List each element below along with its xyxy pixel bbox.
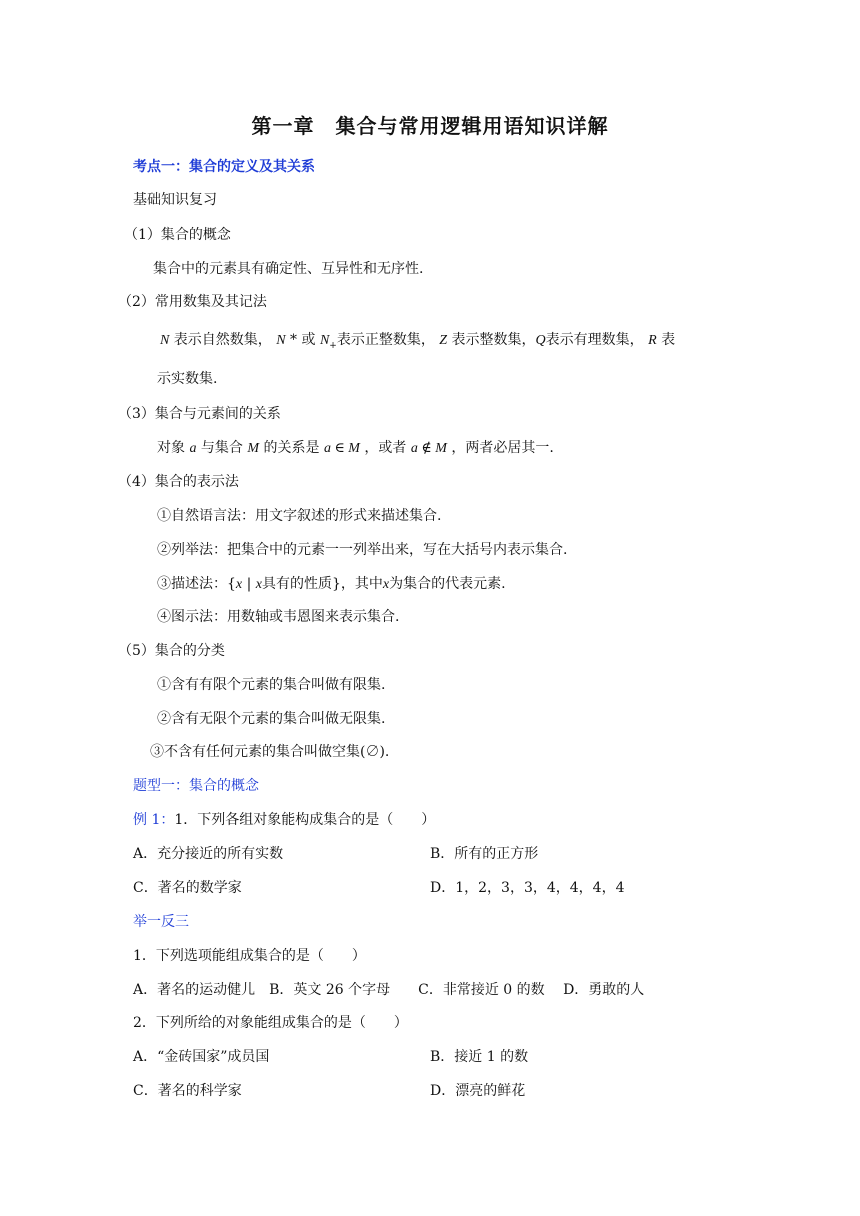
text-fragment: 表示自然数集， (173, 332, 272, 348)
section-3-heading: （3）集合与元素间的关系 (118, 406, 281, 422)
section-1-heading: （1）集合的概念 (124, 227, 231, 243)
example-1-option-c: C．著名的数学家 (133, 880, 242, 896)
practice-1-question: 1．下列选项能组成集合的是（ ） (133, 948, 366, 964)
practice-heading: 举一反三 (133, 914, 189, 930)
relation-in: a ∈ M (323, 441, 360, 456)
kaodian-heading: 考点一：集合的定义及其关系 (133, 159, 315, 175)
text-fragment: | (242, 576, 256, 592)
question-text: 1．下列各组对象能构成集合的是（ ） (174, 812, 436, 828)
symbol-N-plus: N (319, 333, 330, 348)
symbol-Q: Q (535, 333, 546, 348)
text-fragment: 为集合的代表元素. (389, 576, 506, 592)
text-fragment: 与集合 (200, 440, 243, 456)
example-1-question (133, 810, 435, 830)
page-title: 第一章 集合与常用逻辑用语知识详解 (251, 114, 609, 138)
symbol-x: x (382, 577, 390, 592)
text-fragment: 表示有理数集， (545, 332, 644, 348)
practice-2-option-c: C．著名的科学家 (133, 1083, 242, 1099)
example-1-option-d: D．1，2，3，3，4，4，4，4 (430, 880, 625, 896)
practice-2-option-a: A．“金砖国家”成员国 (133, 1049, 270, 1065)
symbol-M: M (247, 441, 260, 456)
text-fragment: ，两者必居其一. (451, 440, 554, 456)
practice-2-question: 2．下列所给的对象能组成集合的是（ ） (133, 1015, 408, 1031)
number-sets-line (160, 330, 675, 356)
practice-2-option-d: D．漂亮的鲜花 (430, 1083, 526, 1099)
plus-subscript: + (329, 340, 337, 351)
section-4-heading: （4）集合的表示法 (118, 474, 239, 490)
example-1-option-a: A．充分接近的所有实数 (133, 846, 284, 862)
text-fragment: 对象 (157, 440, 185, 456)
basics-label: 基础知识复习 (133, 192, 217, 208)
symbol-x: x (235, 577, 243, 592)
empty-set-text: ③不含有任何元素的集合叫做空集(∅). (150, 744, 390, 760)
method-enumeration: ②列举法：把集合中的元素一一列举出来，写在大括号内表示集合. (157, 542, 568, 558)
section-1-text: 集合中的元素具有确定性、互异性和无序性. (153, 261, 424, 277)
example-label: 例 1： (133, 812, 175, 828)
practice-1-options: A．著名的运动健儿 B．英文 26 个字母 C．非常接近 0 的数 D．勇敢的人 (133, 982, 645, 998)
text-fragment: 具有的性质}，其中 (261, 576, 383, 592)
symbol-Z: Z (439, 333, 448, 348)
section-5-heading: （5）集合的分类 (118, 643, 225, 659)
text-fragment: 表示整数集， (451, 332, 536, 348)
section-2-heading: （2）常用数集及其记法 (118, 294, 267, 310)
text-fragment: 表 (661, 332, 676, 348)
infinite-set-text: ②含有无限个元素的集合叫做无限集. (157, 711, 386, 727)
symbol-N: N (160, 333, 170, 348)
star-mark: * (285, 332, 298, 348)
membership-line (157, 438, 554, 459)
symbol-R: R (648, 333, 657, 348)
text-fragment: 或 (301, 332, 316, 348)
method-diagram: ④图示法：用数轴或韦恩图来表示集合. (157, 609, 400, 625)
question-type-heading: 题型一：集合的概念 (133, 778, 259, 794)
symbol-N-star: N (276, 333, 286, 348)
symbol-a: a (189, 441, 197, 456)
text-fragment: 表示正整数集， (336, 332, 435, 348)
relation-not-in: a ∉ M (410, 441, 447, 456)
symbol-x: x (255, 577, 262, 592)
method-natural-language: ①自然语言法：用文字叙述的形式来描述集合. (157, 508, 442, 524)
method-description (157, 574, 506, 595)
text-fragment: ③描述法：{ (157, 576, 236, 592)
text-fragment: ，或者 (364, 440, 407, 456)
practice-2-option-b: B．接近 1 的数 (430, 1049, 529, 1065)
number-sets-line-cont: 示实数集. (157, 371, 218, 387)
example-1-option-b: B．所有的正方形 (430, 846, 539, 862)
text-fragment: 的关系是 (263, 440, 320, 456)
finite-set-text: ①含有有限个元素的集合叫做有限集. (157, 677, 386, 693)
